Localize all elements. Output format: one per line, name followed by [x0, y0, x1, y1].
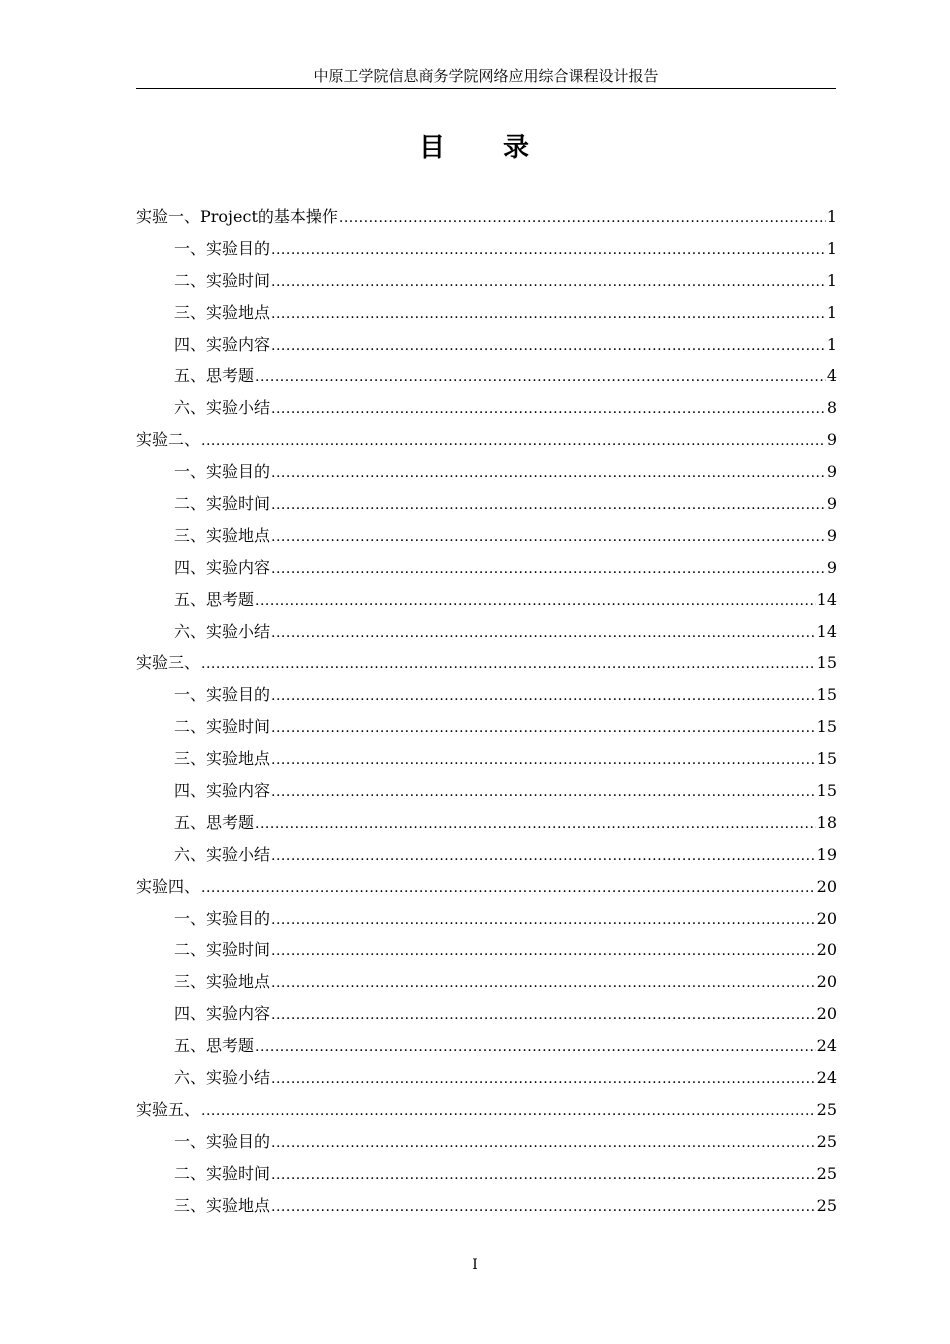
- toc-entry[interactable]: [136, 998, 837, 1030]
- toc-entry[interactable]: [136, 201, 837, 233]
- toc-dot-leader: [201, 649, 816, 681]
- toc-entry-page: 15: [816, 653, 837, 673]
- toc-entry[interactable]: [136, 807, 837, 839]
- toc-dot-leader: [271, 331, 826, 363]
- toc-entry-page: 15: [816, 717, 837, 737]
- toc-dot-leader: [201, 1096, 816, 1128]
- toc-entry-label: 六、实验小结: [174, 844, 271, 864]
- toc-entry[interactable]: [136, 297, 837, 329]
- toc-entry[interactable]: [136, 424, 837, 456]
- toc-entry-page: 20: [816, 1004, 837, 1024]
- toc-dot-leader: [271, 713, 816, 745]
- toc-entry-label: 二、实验时间: [174, 940, 271, 960]
- toc-entry[interactable]: [136, 584, 837, 616]
- toc-entry-page: 25: [816, 1163, 837, 1183]
- toc-dot-leader: [271, 841, 816, 873]
- toc-entry[interactable]: [136, 1062, 837, 1094]
- toc-entry-label: 实验五、: [136, 1099, 201, 1119]
- toc-dot-leader: [271, 522, 826, 554]
- toc-entry-page: 14: [816, 621, 837, 641]
- toc-entry[interactable]: [136, 743, 837, 775]
- toc-entry-label: 六、实验小结: [174, 621, 271, 641]
- toc-entry[interactable]: [136, 360, 837, 392]
- toc-entry-page: 25: [816, 1195, 837, 1215]
- toc-entry-label: 三、实验地点: [174, 972, 271, 992]
- toc-entry-label: 一、实验目的: [174, 238, 271, 258]
- toc-entry[interactable]: [136, 233, 837, 265]
- toc-entry[interactable]: [136, 616, 837, 648]
- toc-entry-label: 二、实验时间: [174, 1163, 271, 1183]
- toc-dot-leader: [271, 1160, 816, 1192]
- toc-dot-leader: [271, 1064, 816, 1096]
- toc-dot-leader: [271, 1000, 816, 1032]
- toc-entry[interactable]: [136, 679, 837, 711]
- toc-entry-label: 二、实验时间: [174, 270, 271, 290]
- toc-entry[interactable]: [136, 903, 837, 935]
- toc-entry[interactable]: [136, 934, 837, 966]
- toc-dot-leader: [271, 1192, 816, 1224]
- toc-entry-page: 15: [816, 781, 837, 801]
- toc-entry-label: 一、实验目的: [174, 685, 271, 705]
- toc-entry-page: 4: [826, 366, 837, 386]
- toc-entry-page: 1: [826, 302, 837, 322]
- toc-entry-label: 一、实验目的: [174, 462, 271, 482]
- toc-dot-leader: [255, 362, 826, 394]
- toc-entry-page: 1: [826, 334, 837, 354]
- toc-entry-label: 实验四、: [136, 876, 201, 896]
- toc-entry[interactable]: [136, 265, 837, 297]
- toc-entry-label: 四、实验内容: [174, 557, 271, 577]
- toc-dot-leader: [271, 905, 816, 937]
- toc-entry-label: 五、思考题: [174, 1036, 255, 1056]
- toc-entry-label: 实验三、: [136, 653, 201, 673]
- toc-entry-page: 15: [816, 749, 837, 769]
- toc-entry-page: 9: [826, 525, 837, 545]
- toc-entry[interactable]: [136, 1094, 837, 1126]
- toc-entry[interactable]: [136, 775, 837, 807]
- toc-dot-leader: [271, 1128, 816, 1160]
- toc-entry[interactable]: [136, 329, 837, 361]
- header-rule: [136, 88, 836, 89]
- toc-dot-leader: [271, 299, 826, 331]
- toc-entry-label: 五、思考题: [174, 366, 255, 386]
- toc-dot-leader: [271, 267, 826, 299]
- toc-dot-leader: [255, 1032, 816, 1064]
- toc-entry-label: 实验一、Project的基本操作: [136, 207, 338, 226]
- toc-entry-page: 1: [826, 207, 837, 226]
- toc-entry[interactable]: [136, 488, 837, 520]
- toc-dot-leader: [271, 458, 826, 490]
- toc-entry[interactable]: [136, 966, 837, 998]
- toc-dot-leader: [255, 809, 816, 841]
- toc-entry-page: 14: [816, 589, 837, 609]
- toc-entry-label: 三、实验地点: [174, 302, 271, 322]
- table-of-contents: [136, 201, 837, 1222]
- toc-entry-label: 三、实验地点: [174, 749, 271, 769]
- toc-entry-page: 1: [826, 270, 837, 290]
- toc-entry-label: 三、实验地点: [174, 1195, 271, 1215]
- toc-entry-page: 18: [816, 812, 837, 832]
- toc-entry[interactable]: [136, 1158, 837, 1190]
- toc-entry-label: 一、实验目的: [174, 1131, 271, 1151]
- toc-entry-label: 六、实验小结: [174, 1068, 271, 1088]
- toc-entry[interactable]: [136, 1190, 837, 1222]
- toc-dot-leader: [271, 235, 826, 267]
- toc-dot-leader: [271, 554, 826, 586]
- toc-entry-label: 二、实验时间: [174, 494, 271, 514]
- toc-entry-label: 五、思考题: [174, 812, 255, 832]
- toc-entry-page: 1: [826, 238, 837, 258]
- toc-title: 目 录: [418, 133, 531, 163]
- toc-entry-page: 9: [826, 494, 837, 514]
- toc-entry-page: 25: [816, 1131, 837, 1151]
- toc-entry-page: 20: [816, 876, 837, 896]
- toc-entry-page: 8: [826, 398, 837, 418]
- toc-dot-leader: [271, 745, 816, 777]
- toc-entry-page: 25: [816, 1099, 837, 1119]
- toc-entry-page: 20: [816, 940, 837, 960]
- toc-entry-page: 20: [816, 972, 837, 992]
- toc-entry[interactable]: [136, 647, 837, 679]
- toc-dot-leader: [271, 777, 816, 809]
- toc-entry-page: 24: [816, 1036, 837, 1056]
- toc-entry[interactable]: [136, 1126, 837, 1158]
- toc-entry-page: 9: [826, 557, 837, 577]
- toc-dot-leader: [271, 394, 826, 426]
- toc-entry-label: 四、实验内容: [174, 1004, 271, 1024]
- toc-dot-leader: [271, 681, 816, 713]
- toc-dot-leader: [271, 968, 816, 1000]
- toc-entry-page: 9: [826, 430, 837, 450]
- toc-entry[interactable]: [136, 520, 837, 552]
- toc-dot-leader: [201, 426, 826, 458]
- toc-entry-label: 实验二、: [136, 430, 201, 450]
- toc-entry-label: 六、实验小结: [174, 398, 271, 418]
- footer-page-number: I: [472, 1257, 478, 1273]
- toc-entry-label: 一、实验目的: [174, 908, 271, 928]
- toc-entry-label: 四、实验内容: [174, 334, 271, 354]
- toc-entry[interactable]: [136, 1030, 837, 1062]
- toc-entry-label: 二、实验时间: [174, 717, 271, 737]
- toc-entry[interactable]: [136, 711, 837, 743]
- toc-entry-page: 20: [816, 908, 837, 928]
- toc-entry[interactable]: [136, 456, 837, 488]
- toc-entry-page: 24: [816, 1068, 837, 1088]
- toc-entry-page: 15: [816, 685, 837, 705]
- toc-entry-page: 9: [826, 462, 837, 482]
- toc-entry-label: 四、实验内容: [174, 781, 271, 801]
- toc-entry[interactable]: [136, 839, 837, 871]
- toc-entry-page: 19: [816, 844, 837, 864]
- toc-dot-leader: [339, 203, 826, 235]
- toc-entry[interactable]: [136, 392, 837, 424]
- toc-entry[interactable]: [136, 552, 837, 584]
- toc-dot-leader: [271, 936, 816, 968]
- toc-dot-leader: [201, 873, 816, 905]
- toc-entry-label: 五、思考题: [174, 589, 255, 609]
- running-header: 中原工学院信息商务学院网络应用综合课程设计报告: [313, 67, 659, 85]
- toc-entry-label: 三、实验地点: [174, 525, 271, 545]
- toc-dot-leader: [271, 618, 816, 650]
- toc-entry[interactable]: [136, 871, 837, 903]
- toc-dot-leader: [255, 586, 816, 618]
- toc-dot-leader: [271, 490, 826, 522]
